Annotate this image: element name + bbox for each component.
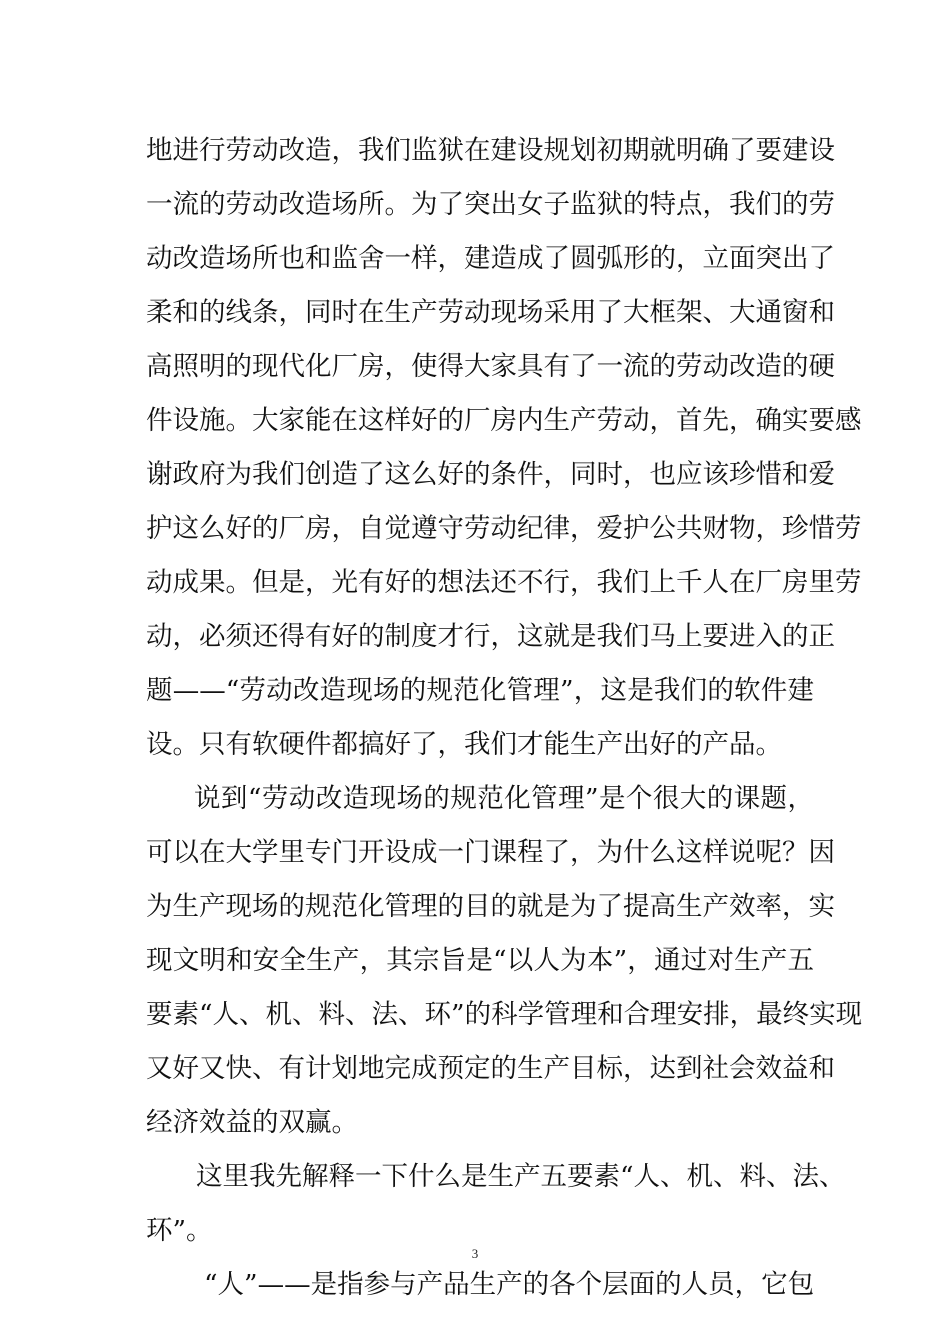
text-line: 护这么好的厂房，自觉遵守劳动纪律，爱护公共财物，珍惜劳: [146, 513, 862, 544]
text-line: 动，必须还得有好的制度才行，这就是我们马上要进入的正: [146, 621, 835, 652]
text-line: 地进行劳动改造，我们监狱在建设规划初期就明确了要建设: [146, 135, 835, 166]
text-line: 动成果。但是，光有好的想法还不行，我们上千人在厂房里劳: [146, 567, 862, 598]
text-line: 又好又快、有计划地完成预定的生产目标，达到社会效益和: [146, 1053, 835, 1084]
text-line: 谢政府为我们创造了这么好的条件，同时，也应该珍惜和爱: [146, 459, 835, 490]
text-line: 柔和的线条，同时在生产劳动现场采用了大框架、大通窗和: [146, 297, 835, 328]
text-line: 一流的劳动改造场所。为了突出女子监狱的特点，我们的劳: [146, 189, 835, 220]
document-body: [146, 124, 863, 1312]
text-line: 要素“人、机、料、法、环”的科学管理和合理安排，最终实现: [146, 999, 863, 1030]
text-line: 高照明的现代化厂房，使得大家具有了一流的劳动改造的硬: [146, 351, 835, 382]
paragraph-first-line: 这里我先解释一下什么是生产五要素“人、机、料、法、: [196, 1161, 846, 1192]
text-line: 题——“劳动改造现场的规范化管理”，这是我们的软件建: [146, 675, 814, 706]
text-line: 动改造场所也和监舍一样，建造成了圆弧形的，立面突出了: [146, 243, 835, 274]
text-line: 件设施。大家能在这样好的厂房内生产劳动，首先，确实要感: [146, 405, 862, 436]
text-line: 为生产现场的规范化管理的目的就是为了提高生产效率，实: [146, 891, 835, 922]
text-line: 环”。: [146, 1215, 213, 1246]
text-line: 设。只有软硬件都搞好了，我们才能生产出好的产品。: [146, 729, 782, 760]
paragraph-first-line: 说到“劳动改造现场的规范化管理”是个很大的课题，: [194, 783, 814, 814]
paragraph-first-line: “人”——是指参与产品生产的各个层面的人员，它包: [204, 1269, 815, 1300]
text-line: 现文明和安全生产，其宗旨是“以人为本”，通过对生产五: [146, 945, 814, 976]
text-line: 经济效益的双赢。: [146, 1107, 358, 1138]
text-line: 可以在大学里专门开设成一门课程了，为什么这样说呢？因: [146, 837, 835, 868]
page-number: 3: [471, 1246, 479, 1261]
